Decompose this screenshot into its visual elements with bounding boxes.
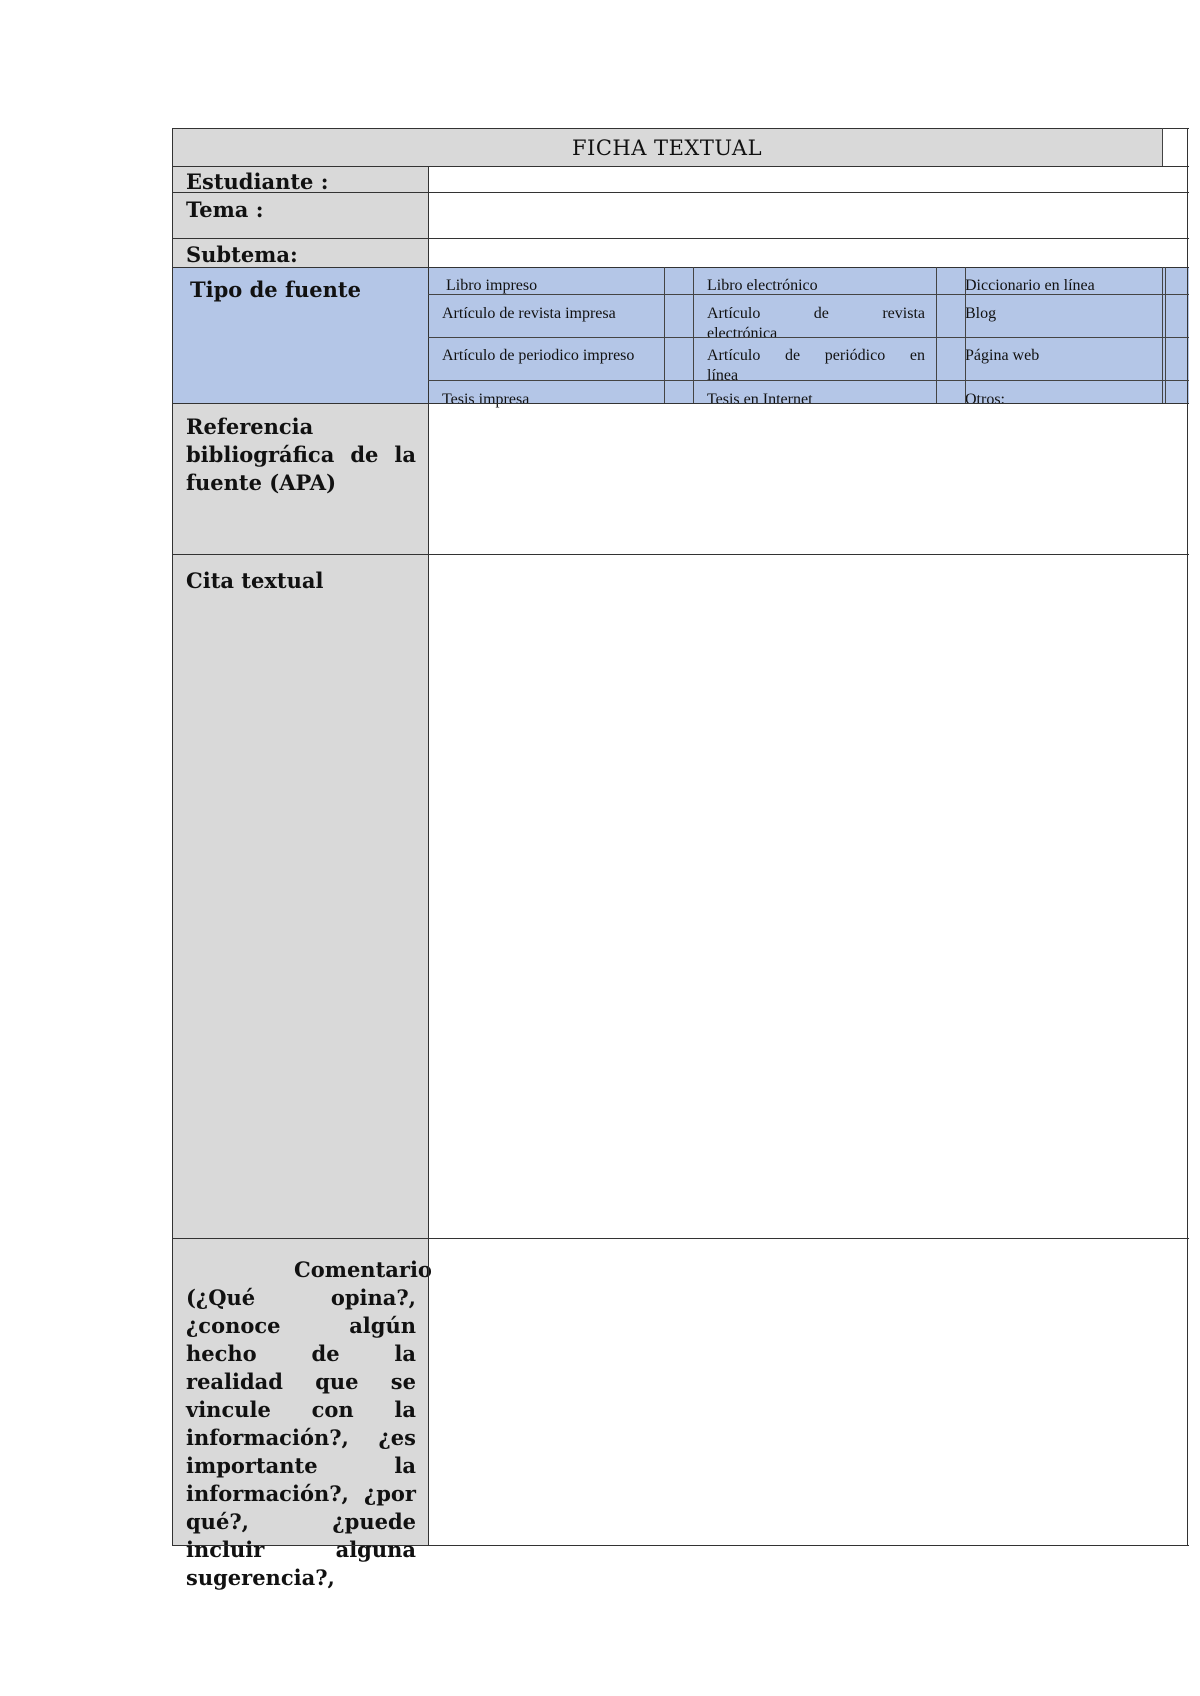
reference-field[interactable] — [430, 404, 1180, 554]
table-border-right — [1187, 128, 1188, 1546]
checkbox-online-newspaper-article[interactable] — [937, 338, 965, 380]
option-printed-newspaper-article: Artículo de periodico impreso — [442, 347, 635, 364]
checkbox-printed-thesis[interactable] — [665, 381, 693, 402]
row-divider — [172, 403, 1189, 404]
right-edge-divider — [1162, 128, 1163, 166]
source-grid-line — [1162, 267, 1163, 403]
checkbox-web-page[interactable] — [1164, 338, 1188, 380]
row-divider — [172, 166, 1189, 167]
option-electronic-magazine-article: Artículo de revista — [707, 305, 925, 322]
student-label: Estudiante : — [186, 169, 329, 194]
source-grid-line — [1165, 267, 1166, 403]
form-title: FICHA TEXTUAL — [571, 136, 763, 160]
comment-label: Comentario (¿Qué opina?, ¿conoce algún hecho de la realidad que se vincule con la información?, ¿es importante la información?, ¿por qué?, ¿puede incluir alguna sugerencia?, — [186, 1257, 432, 1590]
row-divider — [172, 192, 1189, 193]
checkbox-printed-newspaper-article[interactable] — [665, 338, 693, 380]
row-divider — [172, 238, 1189, 239]
quote-field[interactable] — [430, 555, 1180, 1238]
option-printed-book: Libro impreso — [446, 277, 538, 294]
source-grid-line — [664, 267, 665, 403]
table-border-bottom — [172, 1545, 1189, 1546]
comment-field[interactable] — [430, 1239, 1180, 1545]
source-type-label: Tipo de fuente — [190, 277, 361, 302]
topic-field[interactable] — [430, 193, 1180, 238]
row-divider — [172, 554, 1189, 555]
checkbox-printed-magazine-article[interactable] — [665, 295, 693, 337]
source-grid-line — [428, 294, 1189, 295]
topic-label: Tema : — [186, 197, 264, 222]
option-blog: Blog — [965, 305, 997, 322]
checkbox-online-dictionary[interactable] — [1164, 268, 1188, 294]
row-divider — [172, 1238, 1189, 1239]
source-grid-line — [428, 337, 1189, 338]
option-printed-thesis: Tesis impresa — [442, 391, 530, 408]
option-online-dictionary: Diccionario en línea — [965, 277, 1095, 294]
quote-label: Cita textual — [186, 568, 324, 593]
checkbox-blog[interactable] — [1164, 295, 1188, 337]
row-divider — [172, 267, 1189, 268]
option-web-page: Página web — [965, 347, 1040, 364]
source-grid-line — [693, 267, 694, 403]
checkbox-online-thesis[interactable] — [937, 381, 965, 402]
ficha-textual-form — [172, 128, 1189, 1590]
option-electronic-magazine-article-cont: electrónica — [707, 325, 778, 342]
option-online-thesis: Tesis en Internet — [707, 391, 813, 408]
option-online-newspaper-article-cont: línea — [707, 367, 739, 384]
option-others: Otros: — [965, 391, 1005, 408]
subtopic-field[interactable] — [430, 239, 1180, 266]
checkbox-ebook[interactable] — [937, 268, 965, 294]
table-border-top — [172, 128, 1189, 129]
source-grid-line — [936, 267, 937, 403]
source-grid-line — [428, 380, 1189, 381]
reference-label: Referencia bibliográfica de la fuente (APA) — [186, 414, 416, 495]
subtopic-label: Subtema: — [186, 242, 298, 267]
checkbox-others[interactable] — [1164, 381, 1188, 402]
checkbox-electronic-magazine-article[interactable] — [937, 295, 965, 337]
option-printed-magazine-article: Artículo de revista impresa — [442, 305, 616, 322]
checkbox-printed-book[interactable] — [665, 268, 693, 294]
option-ebook: Libro electrónico — [707, 277, 818, 294]
option-online-newspaper-article: Artículo de periódico en — [707, 347, 925, 364]
source-grid-line — [965, 267, 966, 403]
label-column-divider — [428, 166, 429, 1546]
student-field[interactable] — [430, 167, 1180, 192]
table-border-left — [172, 128, 173, 1546]
